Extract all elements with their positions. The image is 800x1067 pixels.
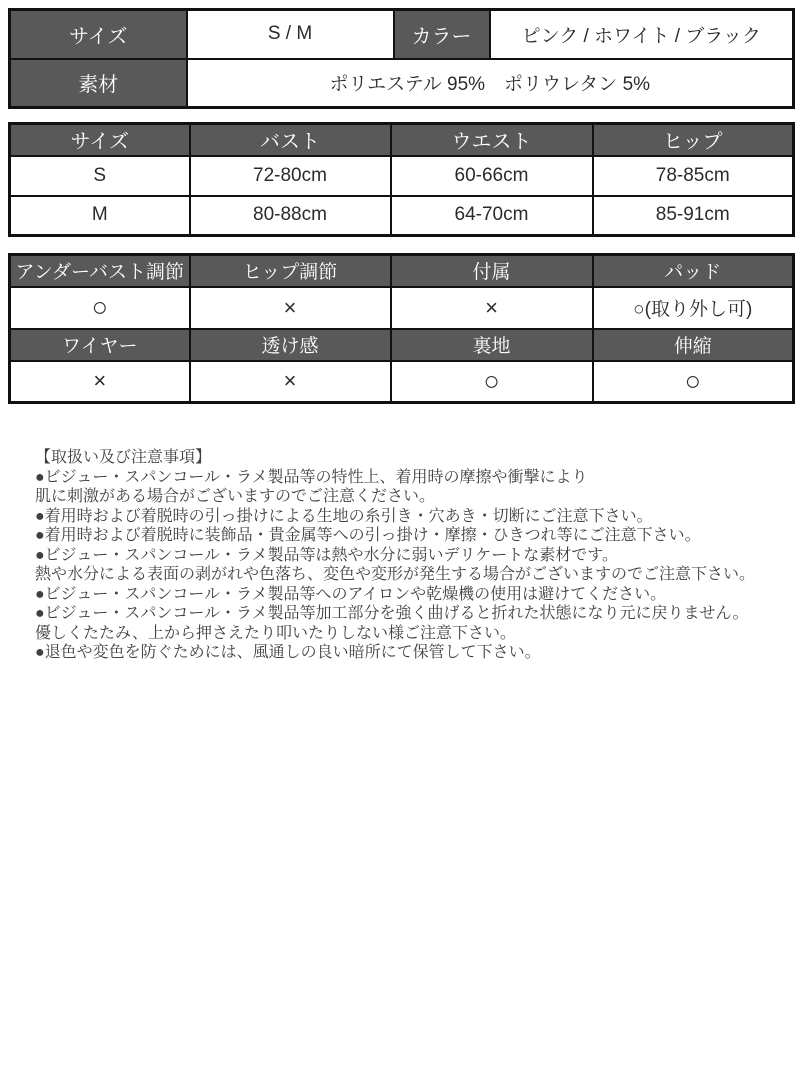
- feature-header-sheerness: 透け感: [190, 329, 391, 361]
- care-note-line: ●ビジュー・スパンコール・ラメ製品等は熱や水分に弱いデリケートな素材です。: [35, 546, 618, 564]
- measure-header-hip: ヒップ: [593, 124, 794, 156]
- spec-size-label: サイズ: [10, 10, 187, 59]
- size-s-bust: 72-80cm: [190, 156, 391, 196]
- spec-size-value: S / M: [187, 10, 394, 59]
- feature-header-underbust-adjust: アンダーバスト調節: [10, 255, 190, 287]
- feature-header-pad: パッド: [593, 255, 794, 287]
- spec-table: [8, 8, 795, 109]
- spec-color-value: ピンク / ホワイト / ブラック: [490, 10, 794, 59]
- feature-value-accessories: ×: [391, 287, 593, 329]
- feature-header-lining: 裏地: [391, 329, 593, 361]
- care-note-line: 肌に刺激がある場合がございますのでご注意ください。: [35, 488, 436, 505]
- feature-value-hip-adjust: ×: [190, 287, 391, 329]
- size-s-label: S: [10, 156, 190, 196]
- feature-header-stretch: 伸縮: [593, 329, 794, 361]
- care-note-line: ●ビジュー・スパンコール・ラメ製品等の特性上、着用時の摩擦や衝撃により: [35, 468, 588, 486]
- feature-header-wire: ワイヤー: [10, 329, 190, 361]
- size-s-hip: 78-85cm: [593, 156, 794, 196]
- care-note-line: ●退色や変色を防ぐためには、風通しの良い暗所にて保管して下さい。: [35, 644, 541, 661]
- care-note-line: 熱や水分による表面の剥がれや色落ち、変色や変形が発生する場合がございますのでご注意下さい。: [35, 566, 756, 583]
- feature-header-accessories: 付属: [391, 255, 593, 287]
- feature-value-wire: ×: [10, 361, 190, 403]
- care-notes-title: 【取扱い及び注意事項】: [35, 449, 212, 466]
- feature-header-hip-adjust: ヒップ調節: [190, 255, 391, 287]
- care-note-line: ●ビジュー・スパンコール・ラメ製品等へのアイロンや乾燥機の使用は避けてください。: [35, 585, 667, 603]
- spec-color-label: カラー: [394, 10, 490, 59]
- measure-header-bust: バスト: [190, 124, 391, 156]
- measure-header-size: サイズ: [10, 124, 190, 156]
- table-row-size-s: [10, 156, 794, 196]
- care-notes: [8, 448, 792, 663]
- size-m-waist: 64-70cm: [391, 196, 593, 236]
- care-note-line: 優しくたたみ、上から押さえたり叩いたりしない様ご注意下さい。: [35, 624, 516, 642]
- measure-header-waist: ウエスト: [391, 124, 593, 156]
- feature-value-lining: ○: [391, 361, 593, 403]
- features-table: [8, 253, 795, 404]
- size-m-hip: 85-91cm: [593, 196, 794, 236]
- feature-value-stretch: ○: [593, 361, 794, 403]
- size-m-bust: 80-88cm: [190, 196, 391, 236]
- care-note-line: ●着用時および着脱時の引っ掛けによる生地の糸引き・穴あき・切断にご注意下さい。: [35, 507, 653, 525]
- care-note-line: ●ビジュー・スパンコール・ラメ製品等加工部分を強く曲げると折れた状態になり元に戻りません。: [35, 605, 749, 622]
- size-m-label: M: [10, 196, 190, 236]
- spec-material-value: ポリエステル 95% ポリウレタン 5%: [187, 59, 794, 108]
- measurements-table: [8, 122, 795, 237]
- feature-value-underbust-adjust: ○: [10, 287, 190, 329]
- feature-value-pad: ○(取り外し可): [593, 287, 794, 329]
- size-s-waist: 60-66cm: [391, 156, 593, 196]
- feature-value-sheerness: ×: [190, 361, 391, 403]
- care-note-line: ●着用時および着脱時に装飾品・貴金属等への引っ掛け・摩擦・ひきつれ等にご注意下さい。: [35, 527, 701, 544]
- spec-material-label: 素材: [10, 59, 187, 108]
- table-row-size-m: [10, 196, 794, 236]
